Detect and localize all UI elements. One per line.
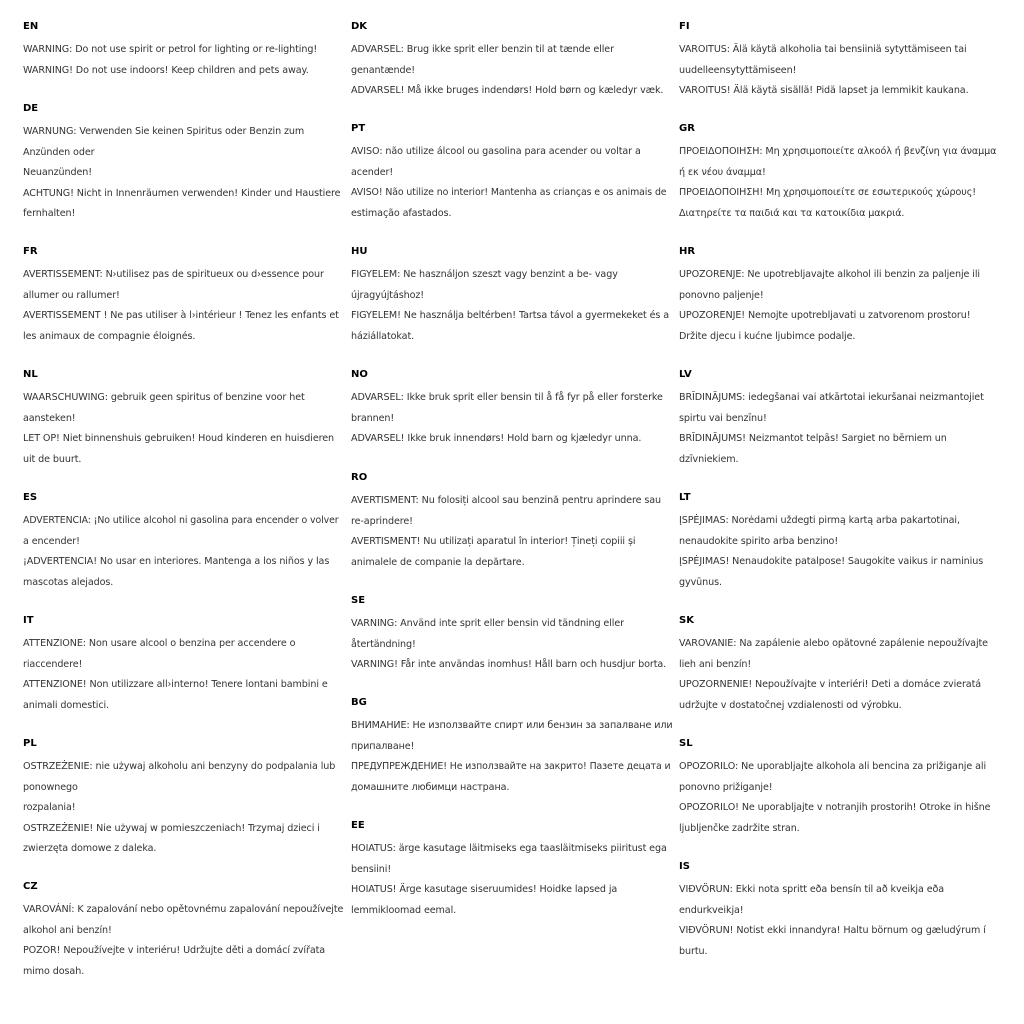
language-code: BG: [351, 697, 367, 708]
warning-line: VIÐVÖRUN! Notist ekki innandyra! Haltu börnum og gæludýrum í: [679, 925, 986, 936]
warning-line: ¡ADVERTENCIA! No usar en interiores. Mantenga a los niños y las: [23, 556, 330, 567]
warning-block-ro: [351, 471, 673, 573]
warning-line: återtändning!: [351, 638, 416, 650]
warning-line: rozpalania!: [23, 802, 76, 813]
warning-block-hu: [351, 245, 673, 347]
warning-line: ή εκ νέου άναμμα!: [679, 166, 766, 178]
warning-line: AVERTISSEMENT: N›utilisez pas de spiritueux ou d›essence pour: [23, 269, 324, 280]
warning-line: animali domestici.: [23, 699, 110, 711]
warning-line: OPOZORILO! Ne uporabljajte v notranjih prostorih! Otroke in hišne: [679, 802, 991, 813]
warning-line: AVERTISMENT! Nu utilizați aparatul în interior! Țineți copiii și: [351, 536, 636, 547]
warning-line: újragyújtáshoz!: [351, 289, 425, 301]
language-code: ES: [23, 492, 38, 503]
language-code: HR: [679, 246, 696, 257]
warning-line: burtu.: [679, 945, 708, 957]
warning-line: POZOR! Nepoužívejte v interiéru! Udržujte děti a domácí zvířata: [23, 945, 326, 956]
warning-block-ee: [351, 819, 673, 921]
warning-block-fi: [679, 20, 1001, 102]
warning-block-en: [23, 20, 345, 81]
warning-line: Διατηρείτε τα παιδιά και τα κατοικίδια μακριά.: [679, 207, 905, 219]
warning-line: UPOZORNENIE! Nepoužívajte v interiéri! Deti a domáce zvieratá: [679, 679, 982, 690]
warning-line: háziállatokat.: [351, 330, 415, 342]
warning-block-fr: [23, 245, 345, 347]
warning-line: UPOZORENJE! Nemojte upotrebljavati u zatvorenom prostoru!: [679, 310, 971, 321]
warning-line: uudelleensytyttämiseen!: [679, 64, 797, 76]
warning-line: les animaux de compagnie éloignés.: [23, 330, 196, 342]
warning-block-lt: [679, 491, 1001, 593]
language-code: EE: [351, 820, 365, 831]
language-code: NO: [351, 369, 368, 380]
language-code: IT: [23, 615, 34, 626]
language-code: GR: [679, 123, 695, 134]
warning-line: WAARSCHUWING: gebruik geen spiritus of benzine voor het: [23, 392, 305, 403]
warning-block-no: [351, 368, 673, 450]
warning-line: VARNING! Får inte användas inomhus! Håll barn och husdjur borta.: [351, 659, 667, 670]
warning-line: WARNING: Do not use spirit or petrol for lighting or re-lighting!: [23, 44, 318, 55]
warning-block-pt: [351, 122, 673, 224]
warning-line: endurkveikja!: [679, 904, 744, 916]
warning-line: dzīvniekiem.: [679, 453, 739, 465]
warning-block-de: [23, 102, 345, 225]
warning-line: mascotas alejados.: [23, 576, 114, 588]
warning-line: FIGYELEM: Ne használjon szeszt vagy benzint a be- vagy: [351, 269, 618, 280]
warning-block-es: [23, 491, 345, 593]
language-code: DE: [23, 103, 39, 114]
warning-line: HOIATUS! Ärge kasutage siseruumides! Hoidke lapsed ja: [351, 884, 618, 895]
warning-line: VAROITUS: Älä käytä alkoholia tai bensiiniä sytyttämiseen tai: [679, 44, 967, 55]
warning-line: udržujte v dostatočnej vzdialenosti od výrobku.: [679, 699, 902, 711]
warning-line: ATTENZIONE! Non utilizzare all›interno! Tenere lontani bambini e: [23, 679, 328, 690]
warning-line: VAROVÁNÍ: K zapalování nebo opětovnému zapalování nepoužívejte: [23, 904, 344, 915]
warning-line: домашните любимци настрана.: [351, 781, 510, 793]
language-code: FR: [23, 246, 38, 257]
warning-line: brannen!: [351, 412, 395, 424]
warning-block-gr: [679, 122, 1001, 224]
warning-line: ĮSPĖJIMAS! Nenaudokite patalpose! Saugokite vaikus ir naminius: [679, 556, 984, 567]
language-code: IS: [679, 861, 690, 872]
warning-block-nl: [23, 368, 345, 470]
warning-line: ПРЕДУПРЕЖДЕНИЕ! Не използвайте на закрито! Пазете децата и: [351, 761, 671, 772]
warning-line: nenaudokite spirito arba benzino!: [679, 535, 839, 547]
warning-line: ВНИМАНИЕ: Не използвайте спирт или бензин за запалване или: [351, 720, 673, 731]
warning-block-it: [23, 614, 345, 716]
language-code: SL: [679, 738, 693, 749]
warning-line: ponownego: [23, 781, 78, 793]
language-code: FI: [679, 21, 690, 32]
language-code: EN: [23, 21, 39, 32]
warning-line: OSTRZEŻENIE! Nie używaj w pomieszczeniach! Trzymaj dzieci i: [23, 822, 320, 834]
warning-line: gyvūnus.: [679, 576, 722, 588]
warning-line: ADVARSEL! Må ikke bruges indendørs! Hold børn og kæledyr væk.: [351, 85, 664, 96]
warning-line: ATTENZIONE: Non usare alcool o benzina per accendere o: [23, 638, 296, 649]
warning-line: estimação afastados.: [351, 207, 452, 219]
warning-line: VIÐVÖRUN: Ekki nota spritt eða bensín til að kveikja eða: [679, 884, 945, 895]
warning-block-sk: [679, 614, 1001, 716]
warning-block-dk: [351, 20, 673, 102]
warning-line: Neuanzünden!: [23, 167, 93, 178]
warning-line: AVERTISSEMENT ! Ne pas utiliser à l›intérieur ! Tenez les enfants et: [23, 310, 339, 321]
warning-line: lemmikloomad eemal.: [351, 904, 457, 916]
warning-line: zwierzęta domowe z daleka.: [23, 843, 157, 854]
warning-line: uit de buurt.: [23, 453, 82, 465]
warning-block-se: [351, 594, 673, 676]
warning-line: BRĪDINĀJUMS! Neizmantot telpās! Sargiet no bērniem un: [679, 433, 947, 444]
language-code: LV: [679, 369, 692, 380]
warning-block-lv: [679, 368, 1001, 470]
warning-line: alkohol ani benzín!: [23, 924, 112, 936]
warning-line: aansteken!: [23, 412, 76, 424]
warning-line: припалване!: [351, 740, 415, 752]
language-code: PL: [23, 738, 37, 749]
warning-line: a encender!: [23, 535, 80, 547]
warning-line: acender!: [351, 166, 394, 178]
warning-block-bg: [351, 696, 673, 798]
warning-line: mimo dosah.: [23, 965, 85, 977]
warning-line: UPOZORENJE: Ne upotrebljavajte alkohol ili benzin za paljenje ili: [679, 269, 980, 280]
warning-line: ADVARSEL: Ikke bruk sprit eller bensin til å få fyr på eller forsterke: [351, 392, 663, 403]
warning-line: genantænde!: [351, 64, 416, 76]
warning-line: animalele de companie la depărtare.: [351, 556, 525, 568]
warning-block-hr: [679, 245, 1001, 347]
warning-line: VAROVANIE: Na zapálenie alebo opätovné zapálenie nepoužívajte: [679, 638, 988, 649]
warning-line: ADVERTENCIA: ¡No utilice alcohol ni gasolina para encender o volver: [23, 515, 339, 526]
warning-line: AVISO! Não utilize no interior! Mantenha as crianças e os animais de: [351, 187, 667, 198]
warning-line: ΠΡΟΕΙΔΟΠΟΙΗΣΗ: Μη χρησιμοποιείτε αλκοόλ ή βενζίνη για άναμμα: [679, 146, 997, 157]
warning-line: HOIATUS: ärge kasutage läitmiseks ega taasläitmiseks piiritust ega: [351, 843, 667, 854]
language-code: PT: [351, 123, 366, 134]
warning-line: LET OP! Niet binnenshuis gebruiken! Houd kinderen en huisdieren: [23, 433, 335, 444]
warning-block-cz: [23, 880, 345, 982]
warning-line: ADVARSEL: Brug ikke sprit eller benzin til at tænde eller: [351, 44, 614, 55]
language-code: DK: [351, 21, 368, 32]
warning-line: Anzünden oder: [23, 146, 95, 158]
warning-line: AVISO: não utilize álcool ou gasolina para acender ou voltar a: [351, 146, 641, 157]
warning-block-is: [679, 860, 1001, 962]
warning-line: ADVARSEL! Ikke bruk innendørs! Hold barn og kjæledyr unna.: [351, 433, 642, 444]
warning-line: ljubljenčke zadržite stran.: [679, 822, 800, 834]
warning-line: Držite djecu i kućne ljubimce podalje.: [679, 330, 856, 342]
warning-line: OPOZORILO: Ne uporabljajte alkohola ali bencina za prižiganje ali: [679, 761, 987, 772]
warning-line: riaccendere!: [23, 658, 83, 670]
warning-line: FIGYELEM! Ne használja beltérben! Tartsa távol a gyermekeket és a: [351, 310, 670, 321]
language-code: NL: [23, 369, 38, 380]
warning-line: ponovno paljenje!: [679, 289, 764, 301]
warning-line: ACHTUNG! Nicht in Innenräumen verwenden! Kinder und Haustiere: [23, 187, 341, 199]
warning-line: bensiini!: [351, 863, 392, 875]
warning-line: WARNUNG: Verwenden Sie keinen Spiritus oder Benzin zum: [23, 126, 305, 137]
warning-line: fernhalten!: [23, 208, 76, 219]
warning-line: allumer ou rallumer!: [23, 289, 120, 301]
warning-line: VARNING: Använd inte sprit eller bensin vid tändning eller: [351, 618, 624, 629]
warning-block-sl: [679, 737, 1001, 839]
warning-line: re-aprindere!: [351, 515, 413, 527]
warning-line: spirtu vai benzīnu!: [679, 412, 767, 424]
language-code: RO: [351, 472, 368, 483]
language-code: CZ: [23, 881, 38, 892]
language-code: LT: [679, 492, 691, 503]
language-code: SE: [351, 595, 366, 606]
warning-line: ĮSPĖJIMAS: Norėdami uždegti pirmą kartą arba pakartotinai,: [679, 515, 960, 526]
language-code: SK: [679, 615, 694, 626]
warning-line: WARNING! Do not use indoors! Keep children and pets away.: [23, 64, 309, 76]
warning-line: AVERTISMENT: Nu folosiți alcool sau benzină pentru aprindere sau: [351, 495, 662, 506]
warning-block-pl: [23, 737, 345, 860]
warning-line: OSTRZEŻENIE: nie używaj alkoholu ani benzyny do podpalania lub: [23, 761, 336, 772]
warning-line: BRĪDINĀJUMS: iedegšanai vai atkārtotai iekuršanai neizmantojiet: [679, 392, 984, 403]
warning-line: lieh ani benzín!: [679, 658, 752, 670]
warning-line: VAROITUS! Älä käytä sisällä! Pidä lapset ja lemmikit kaukana.: [679, 85, 969, 96]
warning-line: ΠΡΟΕΙΔΟΠΟΙΗΣΗ! Μη χρησιμοποιείτε σε εσωτερικούς χώρους!: [679, 187, 977, 198]
warning-line: ponovno prižiganje!: [679, 781, 773, 793]
language-code: HU: [351, 246, 368, 257]
